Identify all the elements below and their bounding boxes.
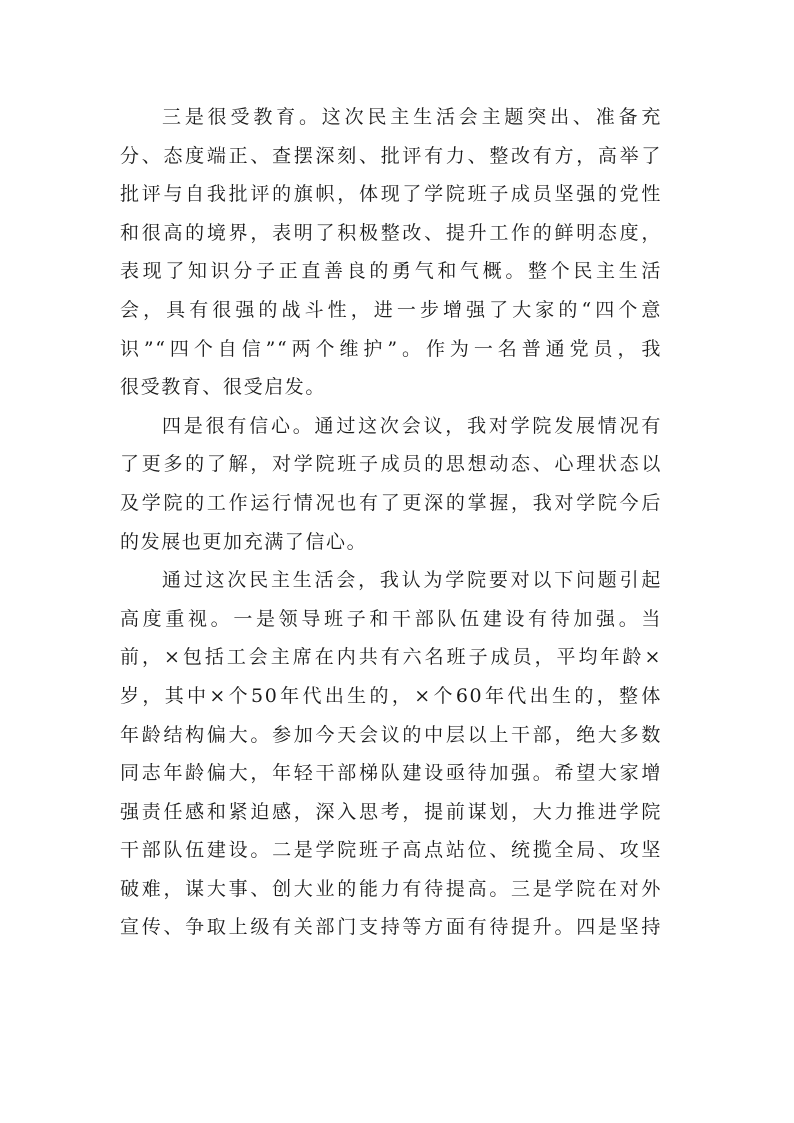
paragraph-confidence [120,407,662,561]
document-body [120,98,662,947]
text-line: 干部队伍建设。二是学院班子高点站位、统揽全局、攻坚 [120,839,662,862]
text-line: 分、态度端正、查摆深刻、批评有力、整改有方，高举了 [120,144,662,167]
paragraph-very-educated [120,98,662,407]
text-line: 破难，谋大事、创大业的能力有待提高。三是学院在对外 [120,877,662,900]
text-line: 了更多的了解，对学院班子成员的思想动态、心理状态以 [120,453,662,476]
text-line: 识”“四个自信”“两个维护”。作为一名普通党员，我 [120,337,662,360]
text-line: 宣传、争取上级有关部门支持等方面有待提升。四是坚持 [120,916,662,939]
text-line: 高度重视。一是领导班子和干部队伍建设有待加强。当 [120,607,662,630]
text-line: 批评与自我批评的旗帜，体现了学院班子成员坚强的党性 [120,183,662,206]
text-line: 的发展也更加充满了信心。 [120,530,368,553]
text-line: 岁，其中×个50年代出生的，×个60年代出生的，整体 [120,684,662,707]
text-line: 同志年龄偏大，年轻干部梯队建设亟待加强。希望大家增 [120,762,662,785]
text-line: 四是很有信心。通过这次会议，我对学院发展情况有 [162,414,662,437]
text-line: 和很高的境界，表明了积极整改、提升工作的鲜明态度， [120,221,662,244]
text-line: 通过这次民主生活会，我认为学院要对以下问题引起 [162,569,662,592]
text-line: 会，具有很强的战斗性，进一步增强了大家的“四个意 [120,298,662,321]
text-line: 年龄结构偏大。参加今天会议的中层以上干部，绝大多数 [120,723,662,746]
text-line: 很受教育、很受启发。 [120,376,327,399]
text-line: 及学院的工作运行情况也有了更深的掌握，我对学院今后 [120,491,662,514]
text-line: 表现了知识分子正直善良的勇气和气概。整个民主生活 [120,260,662,283]
text-line: 前，×包括工会主席在内共有六名班子成员，平均年龄× [120,646,662,669]
paragraph-issues [120,561,662,947]
text-line: 三是很受教育。这次民主生活会主题突出、准备充 [162,106,662,128]
text-line: 强责任感和紧迫感，深入思考，提前谋划，大力推进学院 [120,800,662,823]
